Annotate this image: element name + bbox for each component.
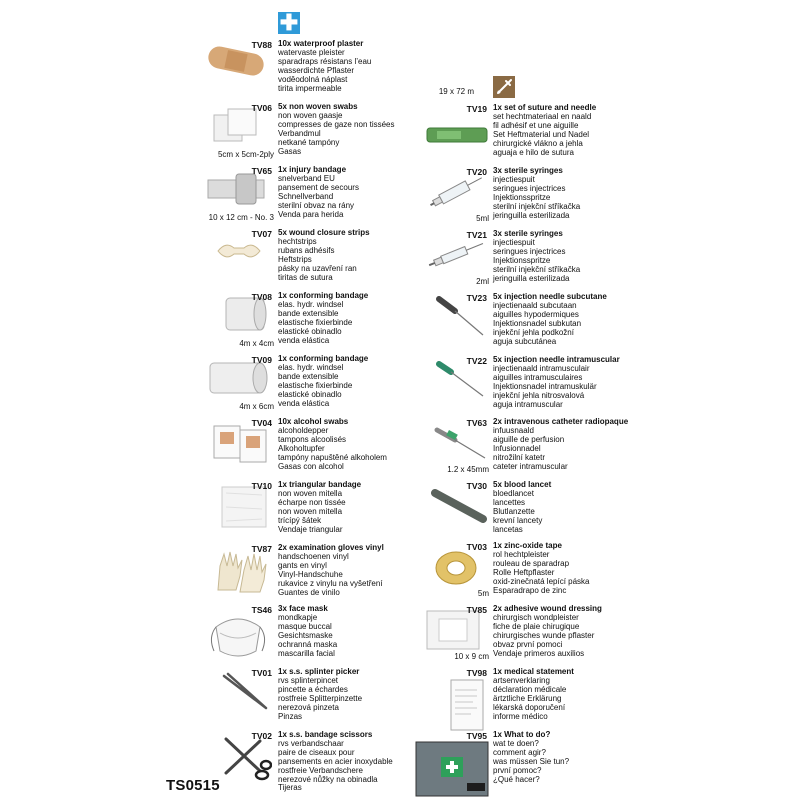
item-description — [278, 668, 428, 721]
translation: cateter intramuscular — [493, 461, 568, 471]
what-to-do-card-image — [415, 741, 489, 797]
kit-item-tv03 — [415, 542, 800, 604]
item-title: 5x non woven swabs — [278, 102, 358, 111]
item-title: 2x intravenous catheter radiopaque — [493, 417, 629, 426]
translation: non woven gaasje — [278, 110, 343, 120]
translation: pásky na uzavření ran — [278, 263, 357, 273]
translation: aguja intramuscular — [493, 399, 563, 409]
item-title: 3x sterile syringes — [493, 229, 563, 238]
item-description — [493, 167, 643, 220]
translation: první pomoc? — [493, 765, 542, 775]
translation: trícípý šátek — [278, 515, 322, 525]
translation: Vendaje triangular — [278, 524, 343, 534]
translation: netkané tampóny — [278, 137, 340, 147]
item-description — [493, 731, 643, 784]
item-code: TV21 — [466, 230, 487, 240]
translation: chirurgisches wunde pflaster — [493, 630, 595, 640]
translation: Set Heftmaterial und Nadel — [493, 129, 590, 139]
translation: comment agir? — [493, 747, 546, 757]
translation: Vendaje primeros auxilios — [493, 648, 585, 658]
translation: sterilní injekční stříkačka — [493, 264, 581, 274]
translation: fiche de plaie chirugique — [493, 621, 580, 631]
item-title: 1x zinc-oxide tape — [493, 541, 562, 550]
translation: snelverband EU — [278, 173, 335, 183]
translation: fil adhésif et une aiguille — [493, 120, 579, 130]
kit-item-tv95 — [415, 731, 800, 797]
translation: sterilní injekční stříkačka — [493, 201, 581, 211]
item-size: 4m x 4cm — [239, 339, 274, 348]
translation: bloedlancet — [493, 488, 534, 498]
translation: Esparadrapo de zinc — [493, 585, 567, 595]
translation: elas. hydr. windsel — [278, 362, 344, 372]
translation: Tijeras — [278, 783, 302, 793]
item-description — [278, 229, 428, 282]
face-mask-image — [206, 607, 270, 663]
translation: mascarilla facial — [278, 648, 335, 658]
translation: Injektionsnadel subkutan — [493, 318, 582, 328]
item-description — [493, 668, 643, 721]
item-description — [493, 418, 643, 471]
translation: rostfreie Verbandschere — [278, 765, 363, 775]
translation: nerezová pinzeta — [278, 702, 339, 712]
item-code: TV85 — [466, 605, 487, 615]
translation: aguaja e hilo de sutura — [493, 147, 574, 157]
item-code: TV09 — [251, 355, 272, 365]
kit-item-tv98 — [415, 668, 800, 730]
item-title: 1x What to do? — [493, 730, 551, 739]
item-size: 1.2 x 45mm — [447, 465, 489, 474]
item-description — [278, 355, 428, 408]
translation: lékarská doporučení — [493, 702, 566, 712]
translation: aiguilles intramusculaires — [493, 372, 583, 382]
translation: artsenverklaring — [493, 675, 550, 685]
translation: pansements en acier inoxydable — [278, 756, 393, 766]
item-code: TV10 — [251, 481, 272, 491]
item-description — [278, 103, 428, 156]
item-description — [493, 104, 643, 157]
translation: hechtstrips — [278, 236, 317, 246]
item-code: TV87 — [251, 544, 272, 554]
translation: Vinyl-Handschuhe — [278, 569, 343, 579]
translation: écharpe non tissée — [278, 497, 346, 507]
item-description — [493, 605, 643, 658]
translation: Guantes de vinilo — [278, 587, 340, 597]
translation: Injektionsspritze — [493, 192, 551, 202]
medical-statement-image — [447, 678, 487, 734]
item-code: TV04 — [251, 418, 272, 428]
translation: injectiespuit — [493, 237, 535, 247]
kit-item-tv85 — [415, 605, 800, 667]
kit-item-tv23 — [415, 293, 800, 355]
translation: informe médico — [493, 711, 548, 721]
translation: compresses de gaze non tissées — [278, 119, 395, 129]
translation: krevní lancety — [493, 515, 543, 525]
translation: rouleau de sparadrap — [493, 558, 570, 568]
item-title: 1x conforming bandage — [278, 354, 369, 363]
translation: venda elástica — [278, 335, 330, 345]
translation: tirita impermeable — [278, 83, 342, 93]
translation: Injektionsnadel intramuskulär — [493, 381, 597, 391]
translation: injekční jehla podkožní — [493, 327, 574, 337]
translation: seringues injectrices — [493, 183, 566, 193]
item-description — [278, 481, 428, 534]
translation: jeringuilla esterilizada — [493, 210, 570, 220]
item-code: TV20 — [466, 167, 487, 177]
item-title: 5x injection needle subcutane — [493, 292, 607, 301]
item-title: 1x injury bandage — [278, 165, 347, 174]
item-title: 5x blood lancet — [493, 480, 552, 489]
item-code: TV63 — [466, 418, 487, 428]
item-description — [278, 418, 428, 471]
item-code: TS46 — [251, 605, 272, 615]
translation: elastische fixierbinde — [278, 317, 353, 327]
translation: was müssen Sie tun? — [493, 756, 570, 766]
item-title: 1x set of suture and needle — [493, 103, 597, 112]
translation: ¿Qué hacer? — [493, 774, 540, 784]
translation: infuusnaald — [493, 425, 534, 435]
item-title: 2x examination gloves vinyl — [278, 543, 384, 552]
item-size: 5cm x 5cm-2ply — [217, 150, 274, 159]
translation: Alkoholtupfer — [278, 443, 325, 453]
item-code: TV30 — [466, 481, 487, 491]
item-title: 10x waterproof plaster — [278, 39, 364, 48]
translation: Gasas — [278, 146, 302, 156]
item-size: 5ml — [476, 214, 489, 223]
item-code: TV65 — [251, 166, 272, 176]
item-size: 4m x 6cm — [239, 402, 274, 411]
translation: Injektionsspritze — [493, 255, 551, 265]
item-description — [278, 731, 428, 793]
item-size: 2ml — [476, 277, 489, 286]
item-title: 1x conforming bandage — [278, 291, 369, 300]
translation: injectiespuit — [493, 174, 535, 184]
kit-item-tv30 — [415, 481, 800, 543]
translation: rvs splinterpincet — [278, 675, 339, 685]
translation: sparadraps résistans l’eau — [278, 56, 372, 66]
translation: wasserdichte Pflaster — [278, 65, 355, 75]
item-size: 19 x 72 m — [438, 87, 474, 96]
item-title: 5x wound closure strips — [278, 228, 370, 237]
item-description — [493, 542, 643, 595]
item-description — [493, 356, 643, 409]
translation: bande extensible — [278, 308, 339, 318]
translation: elastické obinadlo — [278, 326, 342, 336]
item-code: TV08 — [251, 292, 272, 302]
item-size: 10 x 12 cm - No. 3 — [208, 213, 274, 222]
kit-item-tv20 — [415, 167, 800, 229]
translation: aguja subcutánea — [493, 336, 557, 346]
item-code: TV03 — [466, 542, 487, 552]
product-code: TS0515 — [166, 777, 220, 794]
translation: non woven mitella — [278, 488, 343, 498]
translation: tampons alcoolisés — [278, 434, 347, 444]
translation: ärtztliche Erklärung — [493, 693, 562, 703]
item-title: 2x adhesive wound dressing — [493, 604, 602, 613]
translation: injectienaald intramusculair — [493, 363, 590, 373]
translation: elastische fixierbinde — [278, 380, 353, 390]
item-code: TV22 — [466, 356, 487, 366]
translation: Pinzas — [278, 711, 303, 721]
translation: alcoholdepper — [278, 425, 329, 435]
translation: voděodolná náplast — [278, 74, 348, 84]
translation: pansement de secours — [278, 182, 359, 192]
translation: injectienaald subcutaan — [493, 300, 577, 310]
translation: paire de ciseaux pour — [278, 747, 355, 757]
translation: masque buccal — [278, 621, 332, 631]
translation: venda elástica — [278, 398, 330, 408]
item-description — [278, 166, 428, 219]
translation: chirurgické vlákno a jehla — [493, 138, 583, 148]
item-size: 10 x 9 cm — [454, 652, 489, 661]
item-title: 1x triangular bandage — [278, 480, 362, 489]
item-title: 3x face mask — [278, 604, 328, 613]
translation: déclaration médicale — [493, 684, 567, 694]
translation: nerezové nůžky na obinadla — [278, 774, 378, 784]
translation: jeringuilla esterilizada — [493, 273, 570, 283]
translation: Schnellverband — [278, 191, 334, 201]
translation: oxid-zinečnatá lepící páska — [493, 576, 590, 586]
translation: chirurgisch wondpleister — [493, 612, 579, 622]
translation: sterilní obvaz na rány — [278, 200, 355, 210]
first-aid-cross-icon: ✚ — [279, 10, 299, 35]
item-description — [493, 481, 643, 534]
translation: mondkapje — [278, 612, 318, 622]
translation: tampóny napuštěné alkoholem — [278, 452, 387, 462]
item-code: TV19 — [466, 104, 487, 114]
item-title: 3x sterile syringes — [493, 166, 563, 175]
translation: bande extensible — [278, 371, 339, 381]
item-description — [278, 544, 428, 597]
kit-item-tv88 — [200, 40, 596, 102]
translation: rostfreie Splitterpinzette — [278, 693, 363, 703]
translation: pincette a échardes — [278, 684, 348, 694]
item-code: TV23 — [466, 293, 487, 303]
item-description — [278, 40, 428, 93]
kit-item-tv22 — [415, 356, 800, 418]
translation: rukavice z vinylu na vyšetření — [278, 578, 383, 588]
translation: Rolle Heftpflaster — [493, 567, 555, 577]
item-code: TV98 — [466, 668, 487, 678]
item-title: 1x medical statement — [493, 667, 574, 676]
translation: Heftstrips — [278, 254, 312, 264]
item-code: TV02 — [251, 731, 272, 741]
item-title: 1x s.s. bandage scissors — [278, 730, 373, 739]
item-code: TV07 — [251, 229, 272, 239]
item-code: TV01 — [251, 668, 272, 678]
translation: tiritas de sutura — [278, 272, 333, 282]
item-title: 5x injection needle intramuscular — [493, 355, 620, 364]
item-code: TV95 — [466, 731, 487, 741]
translation: elas. hydr. windsel — [278, 299, 344, 309]
translation: watervaste pleister — [278, 47, 345, 57]
translation: Infusionnadel — [493, 443, 541, 453]
translation: rubans adhésifs — [278, 245, 335, 255]
item-code: TV88 — [251, 40, 272, 50]
translation: seringues injectrices — [493, 246, 566, 256]
translation: gants en vinyl — [278, 560, 327, 570]
translation: Gasas con alcohol — [278, 461, 344, 471]
item-description — [493, 230, 643, 283]
translation: injekční jehla nitrosvalová — [493, 390, 585, 400]
item-description — [278, 605, 428, 658]
translation: aiguille de perfusion — [493, 434, 565, 444]
translation: nitrožilní katetr — [493, 452, 546, 462]
translation: elastické obinadlo — [278, 389, 342, 399]
translation: ochranná maska — [278, 639, 338, 649]
translation: obvaz první pomoci — [493, 639, 563, 649]
item-size: 5m — [477, 589, 489, 598]
translation: rol hechtpleister — [493, 549, 550, 559]
translation: Gesichtsmaske — [278, 630, 333, 640]
item-title: 1x s.s. splinter picker — [278, 667, 360, 676]
translation: handschoenen vinyl — [278, 551, 349, 561]
translation: aiguilles hypodermiques — [493, 309, 579, 319]
kit-item-tv21 — [415, 230, 800, 292]
translation: Venda para herida — [278, 209, 344, 219]
translation: set hechtmateriaal en naald — [493, 111, 592, 121]
item-title: 10x alcohol swabs — [278, 417, 349, 426]
item-description — [278, 292, 428, 345]
translation: rvs verbandschaar — [278, 738, 344, 748]
translation: Blutlanzette — [493, 506, 535, 516]
translation: lancetas — [493, 524, 523, 534]
translation: lancettes — [493, 497, 526, 507]
item-code: TV06 — [251, 103, 272, 113]
translation: Verbandmul — [278, 128, 321, 138]
kit-item-tv19 — [415, 104, 800, 166]
item-description — [493, 293, 643, 346]
translation: wat te doen? — [493, 738, 539, 748]
translation: non woven mitella — [278, 506, 343, 516]
kit-item-tv63 — [415, 418, 800, 480]
